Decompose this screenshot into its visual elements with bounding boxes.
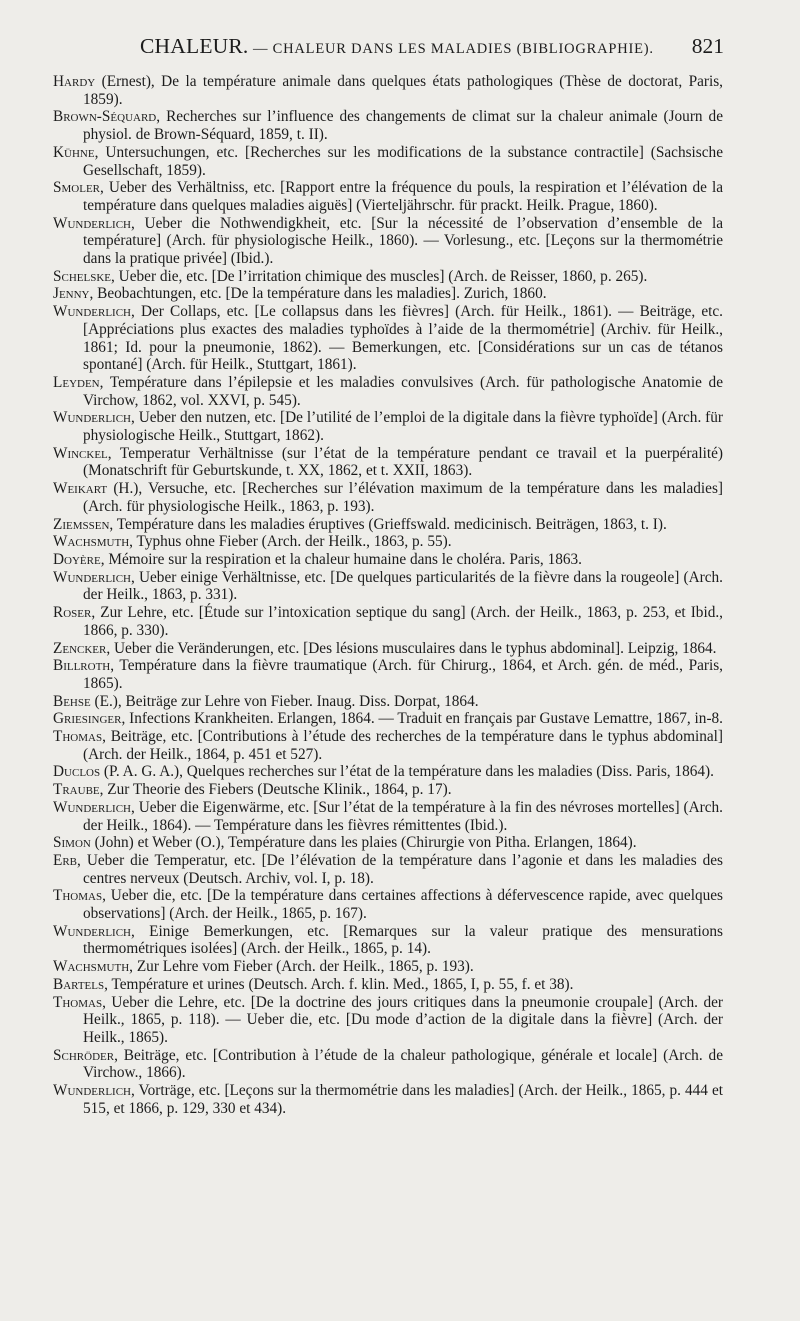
entry-author: Bartels bbox=[53, 975, 105, 993]
entry-author: Thomas bbox=[53, 887, 103, 905]
bibliography-entry bbox=[53, 640, 723, 658]
entry-author: Behse bbox=[53, 692, 91, 710]
bibliography-entry bbox=[53, 958, 723, 976]
bibliography-entry bbox=[53, 480, 723, 515]
entry-text: , Zur Lehre vom Fieber (Arch. der Heilk., 1865, p. 193). bbox=[129, 958, 474, 976]
bibliography-list bbox=[53, 73, 723, 1117]
bibliography-entry bbox=[53, 445, 723, 480]
entry-author: Winckel bbox=[53, 444, 108, 462]
entry-text: , Vorträge, etc. [Leçons sur la thermométrie dans les maladies] (Arch. der Heilk., 1865, p. 444 et 515, et 1866, p. 129, 330 et 434). bbox=[83, 1082, 723, 1117]
entry-author: Wachsmuth bbox=[53, 958, 130, 976]
entry-author: Wachsmuth bbox=[53, 533, 130, 551]
bibliography-entry bbox=[53, 887, 723, 922]
entry-author: Duclos bbox=[53, 763, 101, 781]
bibliography-entry bbox=[53, 374, 723, 409]
entry-text: (P. A. G. A.), Quelques recherches sur l’état de la température dans les maladies (Diss. Paris, 1864). bbox=[100, 763, 714, 781]
entry-author: Weikart bbox=[53, 480, 108, 498]
entry-text: , Zur Lehre, etc. [Étude sur l’intoxication septique du sang] (Arch. der Heilk., 1863, p. 253, et Ibid., 1866, p. 330). bbox=[83, 604, 723, 639]
entry-author: Erb bbox=[53, 851, 78, 869]
entry-text: , Zur Theorie des Fiebers (Deutsche Klinik., 1864, p. 17). bbox=[99, 781, 452, 799]
entry-text: (E.), Beiträge zur Lehre von Fieber. Inaug. Diss. Dorpat, 1864. bbox=[90, 692, 479, 710]
running-title bbox=[140, 34, 654, 59]
entry-author: Ziemssen bbox=[53, 515, 110, 533]
entry-author: Doyère bbox=[53, 550, 101, 568]
bibliography-entry bbox=[53, 763, 723, 781]
entry-author: Smoler bbox=[53, 179, 101, 197]
entry-author: Thomas bbox=[53, 993, 103, 1011]
bibliography-entry bbox=[53, 604, 723, 639]
entry-author: Schelske bbox=[53, 267, 112, 285]
bibliography-entry bbox=[53, 976, 723, 994]
bibliography-entry bbox=[53, 834, 723, 852]
entry-author: Simon bbox=[53, 834, 91, 852]
bibliography-entry bbox=[53, 728, 723, 763]
bibliography-entry bbox=[53, 144, 723, 179]
entry-text: , Beiträge, etc. [Contribution à l’étude de la chaleur pathologique, générale et locale] (Arch. de Virchow., 1866). bbox=[83, 1046, 723, 1082]
bibliography-entry bbox=[53, 1047, 723, 1082]
bibliography-entry bbox=[53, 994, 723, 1047]
bibliography-entry bbox=[53, 215, 723, 268]
entry-text: , Température et urines (Deutsch. Arch. f. klin. Med., 1865, I, p. 55, f. et 38). bbox=[104, 975, 574, 993]
entry-author: Wunderlich bbox=[53, 922, 131, 940]
entry-text: (John) et Weber (O.), Température dans les plaies (Chirurgie von Pitha. Erlangen, 1864). bbox=[90, 834, 637, 852]
entry-author: Thomas bbox=[53, 728, 103, 746]
entry-text: , Mémoire sur la respiration et la chaleur humaine dans le choléra. Paris, 1863. bbox=[100, 550, 582, 568]
entry-text: , Untersuchungen, etc. [Recherches sur les modifications de la substance contractile] (Sachsische Gesellschaft, 1859). bbox=[83, 143, 723, 179]
entry-text: , Ueber die, etc. [De l’irritation chimique des muscles] (Arch. de Reisser, 1860, p. 265). bbox=[111, 267, 648, 285]
entry-author: Leyden bbox=[53, 373, 100, 391]
entry-text: , Einige Bemerkungen, etc. [Remarques sur la valeur pratique des mensurations thermométriques isolées] (Arch. der Heilk., 1865, p. 14). bbox=[83, 922, 723, 958]
entry-text: , Ueber die, etc. [De la température dans certaines affections à défervescence rapide, avec quelques observations] (Arch. der Heilk., 1865, p. 167). bbox=[83, 887, 723, 923]
entry-author: Wunderlich bbox=[53, 214, 131, 232]
entry-text: , Ueber den nutzen, etc. [De l’utilité de l’emploi de la digitale dans la fièvre typhoïde] (Arch. für physiologische Heilk., Stuttgart, 1862). bbox=[83, 409, 723, 445]
bibliography-entry bbox=[53, 1082, 723, 1117]
bibliography-entry bbox=[53, 923, 723, 958]
entry-author: Schröder bbox=[53, 1046, 115, 1064]
bibliography-entry bbox=[53, 108, 723, 143]
page-number: 821 bbox=[691, 34, 724, 58]
bibliography-entry bbox=[53, 551, 723, 569]
entry-author: Roser bbox=[53, 604, 92, 622]
bibliography-entry bbox=[53, 710, 723, 728]
entry-text: , Ueber die Eigenwärme, etc. [Sur l’état de la température à la fin des névroses mortelles] (Arch. der Heilk., 1864). — Température dans les fièvres rémittentes (Ibid.). bbox=[83, 798, 723, 834]
entry-text: , Température dans l’épilepsie et les maladies convulsives (Arch. für pathologische Anatomie de Virchow, 1862, vol. XXVI, p. 545). bbox=[83, 373, 723, 409]
bibliography-entry bbox=[53, 268, 723, 286]
running-title-main: CHALEUR. bbox=[140, 34, 249, 58]
entry-text: , Beobachtungen, etc. [De la température dans les maladies]. Zurich, 1860. bbox=[89, 285, 547, 303]
bibliography-entry bbox=[53, 533, 723, 551]
entry-text: , Recherches sur l’influence des changements de climat sur la chaleur animale (Journ de physiol. de Brown-Séquard, 1859, t. II). bbox=[83, 108, 723, 144]
entry-author: Brown-Séquard bbox=[53, 108, 157, 126]
entry-text: , Ueber einige Verhältnisse, etc. [De quelques particularités de la fièvre dans la rougeole] (Arch. der Heilk., 1863, p. 331). bbox=[83, 568, 723, 604]
entry-author: Wunderlich bbox=[53, 303, 131, 321]
entry-text: (Ernest), De la température animale dans quelques états pathologiques (Thèse de doctorat, Paris, 1859). bbox=[83, 73, 723, 108]
entry-text: , Température dans les maladies éruptives (Grieffswald. medicinisch. Beiträgen, 1863, t. I). bbox=[109, 515, 667, 533]
entry-text: , Ueber die Lehre, etc. [De la doctrine des jours critiques dans la pneumonie croupale] (Arch. der Heilk., 1865, p. 118). — Ueber die, etc. [Du mode d’action de la digitale dans la fièvre] (Arch. der Heilk., 1865). bbox=[83, 993, 723, 1046]
running-header bbox=[48, 34, 724, 64]
bibliography-entry bbox=[53, 73, 723, 108]
entry-text: , Ueber die Temperatur, etc. [De l’élévation de la température dans l’agonie et dans les maladies des centres nerveux (Deutsch. Archiv, vol. I, p. 18). bbox=[77, 851, 723, 887]
bibliography-entry bbox=[53, 693, 723, 711]
bibliography-entry bbox=[53, 409, 723, 444]
entry-author: Jenny bbox=[53, 285, 90, 303]
entry-author: Traube bbox=[53, 781, 100, 799]
bibliography-entry bbox=[53, 516, 723, 534]
entry-text: , Ueber die Nothwendigkheit, etc. [Sur la nécessité de l’observation d’ensemble de la température] (Arch. für physiologische Heilk., 1860). — Vorlesung., etc. [Leçons sur la thermométrie dans la pratique privée] (Ibid.). bbox=[83, 214, 723, 268]
entry-author: Kühne bbox=[53, 143, 95, 161]
bibliography-entry bbox=[53, 657, 723, 692]
entry-text: , Der Collaps, etc. [Le collapsus dans les fièvres] (Arch. für Heilk., 1861). — Beiträge, etc. [Appréciations plus exactes des maladies typhoïdes à l’aide de la thermométrie] (Archiv. für Heilk., 1861; Id. pour la pneumonie, 1862). — Bemerkungen, etc. [Considérations sur un cas de tétanos spontané] (Arch. für Heilk., Stuttgart, 1861). bbox=[83, 303, 723, 374]
entry-text: , Ueber die Veränderungen, etc. [Des lésions musculaires dans le typhus abdominal]. Leipzig, 1864. bbox=[106, 639, 717, 657]
entry-author: Wunderlich bbox=[53, 568, 131, 586]
entry-text: , Temperatur Verhältnisse (sur l’état de la température pendant ce travail et la puerpéralité) (Monatschrift für Geburtskunde, t. XX, 1862, et t. XXII, 1863). bbox=[83, 444, 723, 480]
entry-author: Zencker bbox=[53, 639, 107, 657]
running-title-subtitle: — CHALEUR DANS LES MALADIES (BIBLIOGRAPHIE). bbox=[248, 41, 654, 57]
entry-text: , Beiträge, etc. [Contributions à l’étude des recherches de la température dans le typhus abdominal] (Arch. der Heilk., 1864, p. 451 et 527). bbox=[83, 728, 723, 763]
entry-author: Billroth bbox=[53, 657, 111, 675]
entry-text: (H.), Versuche, etc. [Recherches sur l’élévation maximum de la température dans les maladies] (Arch. für physiologische Heilk., 1863, p. 193). bbox=[83, 480, 723, 515]
bibliography-entry bbox=[53, 179, 723, 214]
entry-author: Hardy bbox=[53, 73, 96, 90]
bibliography-entry bbox=[53, 303, 723, 374]
entry-text: , Ueber des Verhältniss, etc. [Rapport entre la fréquence du pouls, la respiration et l’élévation de la température dans quelques maladies aiguës] (Vierteljährschr. für prackt. Heilk. Prague, 1860). bbox=[83, 179, 723, 214]
entry-text: , Température dans la fièvre traumatique (Arch. für Chirurg., 1864, et Arch. gén. de méd., Paris, 1865). bbox=[83, 657, 723, 692]
entry-author: Wunderlich bbox=[53, 798, 131, 816]
entry-text: , Typhus ohne Fieber (Arch. der Heilk., 1863, p. 55). bbox=[129, 533, 452, 551]
bibliography-entry bbox=[53, 285, 723, 303]
entry-author: Wunderlich bbox=[53, 1082, 131, 1100]
entry-text: , Infections Krankheiten. Erlangen, 1864. — Traduit en français par Gustave Lemattre, 1867, in-8. bbox=[121, 710, 724, 728]
bibliography-entry bbox=[53, 799, 723, 834]
bibliography-entry bbox=[53, 781, 723, 799]
entry-author: Wunderlich bbox=[53, 409, 131, 427]
bibliography-entry bbox=[53, 852, 723, 887]
bibliography-entry bbox=[53, 569, 723, 604]
entry-author: Griesinger bbox=[53, 710, 122, 728]
